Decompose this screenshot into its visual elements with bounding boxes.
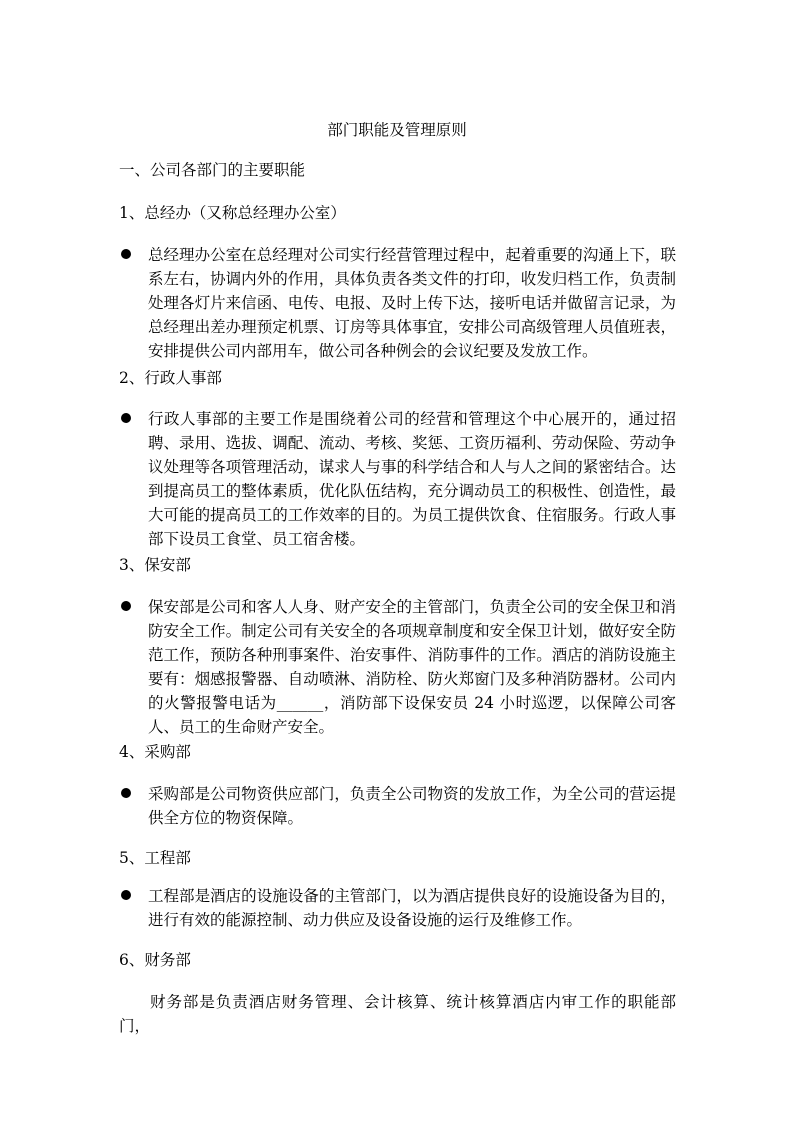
dept-heading-purchasing: 4、采购部 [119, 743, 191, 761]
bullet-icon [119, 595, 133, 609]
dept-heading-engineering: 5、工程部 [119, 849, 191, 867]
dept-heading-hr: 2、行政人事部 [119, 369, 222, 387]
section-heading: 一、公司各部门的主要职能 [119, 161, 306, 179]
bullet-icon [119, 782, 133, 796]
dept-text-finance: 财务部是负责酒店财务管理、会计核算、统计核算酒店内审工作的职能部门， [119, 993, 676, 1035]
dept-text-security: 保安部是公司和客人人身、财产安全的主管部门，负责全公司的安全保卫和消防安全工作。制定公司有关安全的各项规章制度和安全保卫计划，做好安全防范工作，预防各种刑事案件、治安事件、消防事件的工作。酒店的消防设施主要有：烟感报警器、自动喷淋、消防栓、防火郑窗门及多种消防器材。公司内的火警报警电话为______，消防部下设保安员 24 小时巡逻，以保障公司客人、员工的生命财产安全。 [148, 598, 676, 736]
dept-text-hr: 行政人事部的主要工作是围绕着公司的经营和管理这个中心展开的，通过招聘、录用、选拔、调配、流动、考核、奖惩、工资历福利、劳动保险、劳动争议处理等各项管理活动，谋求人与事的科学结合和人与人之间的紧密结合。达到提高员工的整体素质，优化队伍结构，充分调动员工的积极性、创造性，最大可能的提高员工的工作效率的目的。为员工提供饮食、住宿服务。行政人事部下设员工食堂、员工宿舍楼。 [148, 410, 676, 548]
dept-text-engineering: 工程部是酒店的设施设备的主管部门，以为酒店提供良好的设施设备为目的，进行有效的能源控制、动力供应及设备设施的运行及维修工作。 [148, 887, 676, 929]
dept-text-purchasing: 采购部是公司物资供应部门，负责全公司物资的发放工作，为全公司的营运提供全方位的物资保障。 [148, 785, 676, 827]
bullet-icon [119, 243, 133, 257]
dept-heading-general-office: 1、总经办（又称总经理办公室） [119, 204, 346, 222]
dept-text-general-office: 总经理办公室在总经理对公司实行经营管理过程中，起着重要的沟通上下，联系左右，协调内外的作用，具体负责各类文件的打印，收发归档工作，负责制处理各灯片来信函、电传、电报、及时上传下达，接听电话并做留言记录，为总经理出差办理预定机票、订房等具体事宜，安排公司高级管理人员值班表，安排提供公司内部用车，做公司各种例会的会议纪要及发放工作。 [148, 246, 676, 360]
bullet-icon [119, 407, 133, 421]
dept-heading-security: 3、保安部 [119, 556, 191, 574]
page-title: 部门职能及管理原则 [327, 121, 467, 139]
bullet-icon [119, 884, 133, 898]
dept-heading-finance: 6、财务部 [119, 951, 191, 969]
